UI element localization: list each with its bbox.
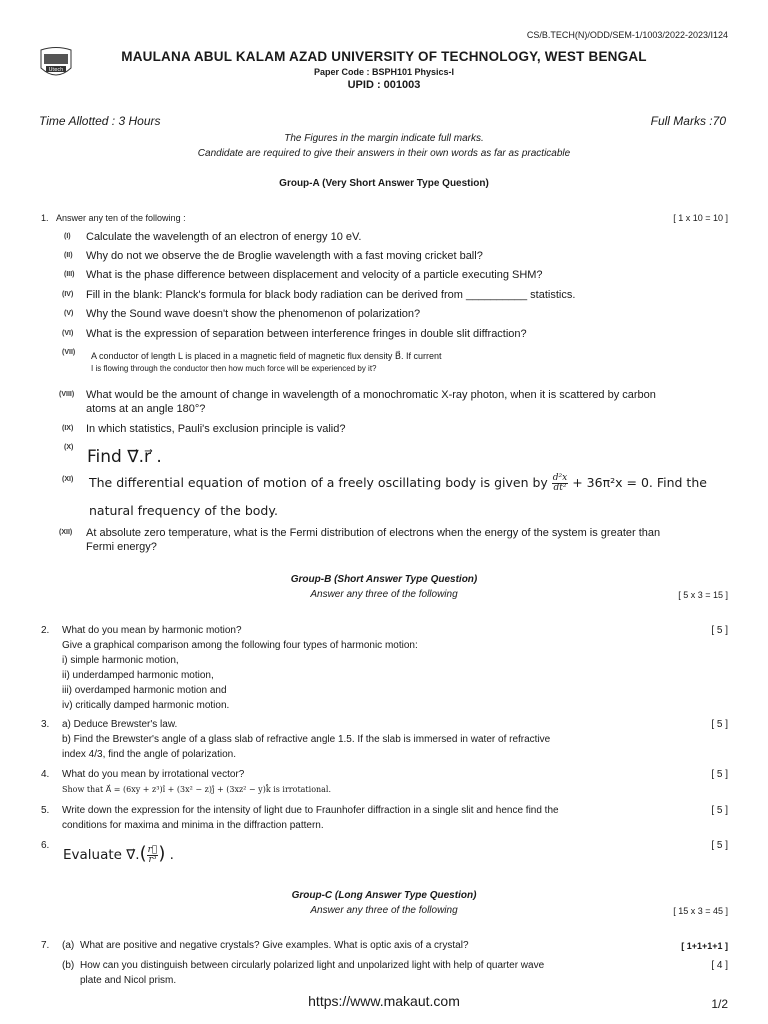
evaluate-expression: Evaluate ∇⃗.( $\frac{r⃗}{\text{r³}}$ ) . [63,843,174,865]
item-number: (X) [64,444,74,451]
list-item: At absolute zero temperature, what is the Fermi distribution of electrons when the energy of the system is greater than [86,527,661,539]
fraction-denominator: r³ [148,854,157,865]
question-line: b) Find the Brewster's angle of a glass slab of refractive angle 1.5. If the slab is immersed in water of refractive [62,734,551,745]
question-number: 5. [41,805,50,816]
time-allotted: Time Allotted : 3 Hours [39,114,161,128]
sub-question-marks: [ 1+1+1+1 ] [681,941,728,951]
question-line: ii) underdamped harmonic motion, [62,670,214,681]
fraction-denominator: dt² [553,483,567,493]
list-item: What is the phase difference between displacement and velocity of a particle executing SHM? [86,269,543,281]
question-line: What do you mean by harmonic motion? [62,625,242,636]
group-c-subtitle: Answer any three of the following [310,905,458,916]
question-line: What do you mean by irrotational vector? [62,769,245,780]
expression-end: . [169,847,174,863]
item-number: (II) [64,252,73,259]
item-number: (XII) [59,529,73,536]
sub-question-text: What are positive and negative crystals? Give examples. What is optic axis of a crystal? [80,940,469,951]
equation-text: The differential equation of motion of a freely oscillating body is given by [89,475,548,490]
list-item-equation [89,474,707,493]
sub-question-text-continued: plate and Nicol prism. [80,975,177,986]
list-item: Why do not we observe the de Broglie wavelength with a fast moving cricket ball? [86,250,483,262]
item-number: (XI) [62,476,74,483]
question-line: conditions for maxima and minima in the diffraction pattern. [62,820,324,831]
question-line: i) simple harmonic motion, [62,655,179,666]
item-number: (III) [64,271,75,278]
question-number: 4. [41,769,50,780]
group-c-marks: [ 15 x 3 = 45 ] [673,906,728,916]
q1-marks: [ 1 x 10 = 10 ] [673,213,728,223]
list-item: In which statistics, Pauli's exclusion principle is valid? [86,423,346,435]
list-item-continued: I is flowing through the conductor then how much force will be experienced by it? [91,364,377,373]
note-margin: The Figures in the margin indicate full marks. [284,133,484,144]
fraction-numerator: d²x [552,473,568,483]
paper-code-line: CS/B.TECH(N)/ODD/SEM-1/1003/2022-2023/I124 [526,30,728,40]
item-number: (VI) [62,330,74,337]
question-marks: [ 5 ] [711,840,728,851]
question-marks: [ 5 ] [711,769,728,780]
question-number: 3. [41,719,50,730]
sub-question-label: (b) [62,960,75,971]
paper-code: Paper Code : BSPH101 Physics-I [313,67,455,77]
question-marks: [ 5 ] [711,719,728,730]
note-candidate: Candidate are required to give their answers in their own words as far as practicable [197,148,571,159]
list-item: Find ∇⃗.r⃗ . [87,447,162,467]
list-item: Why the Sound wave doesn't show the phenomenon of polarization? [86,308,421,320]
item-number: (V) [64,310,74,317]
question-line: Show that A⃗ = (6xy + z³)î + (3x² − z)ĵ + (3xz² − y)k̂ is irrotational. [62,785,332,794]
divergence-fraction [147,846,159,865]
question-line: iv) critically damped harmonic motion. [62,700,230,711]
question-line: Give a graphical comparison among the following four types of harmonic motion: [62,640,418,651]
logo-text: Utech [48,67,64,73]
item-number: (IV) [62,291,74,298]
list-item-continued: atoms at an angle 180°? [86,403,206,415]
sub-question-marks: [ 4 ] [711,960,728,971]
equation-rest: + 36π²x = 0. Find the [572,475,707,490]
evaluate-text: Evaluate ∇⃗. [63,847,140,863]
group-b-title: Group-B (Short Answer Type Question) [290,574,478,585]
list-item: Calculate the wavelength of an electron of energy 10 eV. [86,231,362,243]
question-line: Write down the expression for the intensity of light due to Fraunhofer diffraction in a single slit and hence find the [62,805,559,816]
full-marks: Full Marks :70 [650,114,726,128]
page-number: 1/2 [711,997,728,1011]
q1-instruction: Answer any ten of the following : [56,213,186,223]
q1-number: 1. [41,213,49,223]
question-line: iii) overdamped harmonic motion and [62,685,227,696]
item-number: (VIII) [59,391,75,398]
item-number: (I) [64,233,71,240]
fraction-numerator: r⃗ [147,844,158,855]
question-number: 2. [41,625,50,636]
question-line: index 4/3, find the angle of polarization. [62,749,237,760]
list-item: Fill in the blank: Planck's formula for black body radiation can be derived from __________ statistics. [86,289,576,301]
university-name: MAULANA ABUL KALAM AZAD UNIVERSITY OF TECHNOLOGY, WEST BENGAL [121,49,647,64]
question-marks: [ 5 ] [711,805,728,816]
group-b-marks: [ 5 x 3 = 15 ] [678,590,728,600]
list-item: What is the expression of separation between interference fringes in double slit diffraction? [86,328,527,340]
item-number: (VII) [62,349,76,356]
derivative-fraction [552,474,568,493]
footer-url[interactable]: https://www.makaut.com [308,993,460,1009]
group-c-title: Group-C (Long Answer Type Question) [291,890,477,901]
question-number: 7. [41,940,50,951]
item-number: (IX) [62,425,74,432]
question-number: 6. [41,840,50,851]
question-line: a) Deduce Brewster's law. [62,719,178,730]
group-b-subtitle: Answer any three of the following [310,589,458,600]
question-marks: [ 5 ] [711,625,728,636]
upid: UPID : 001003 [347,79,421,91]
sub-question-text: How can you distinguish between circularly polarized light and unpolarized light with help of quarter wave [80,960,545,971]
sub-question-label: (a) [62,940,75,951]
list-item-continued: natural frequency of the body. [89,503,278,518]
list-item-continued: Fermi energy? [86,541,157,553]
group-a-title: Group-A (Very Short Answer Type Question) [279,178,489,189]
list-item: A conductor of length L is placed in a magnetic field of magnetic flux density B⃗. If current [91,351,442,361]
list-item: What would be the amount of change in wavelength of a monochromatic X-ray photon, when it is scattered by carbon [86,389,656,401]
